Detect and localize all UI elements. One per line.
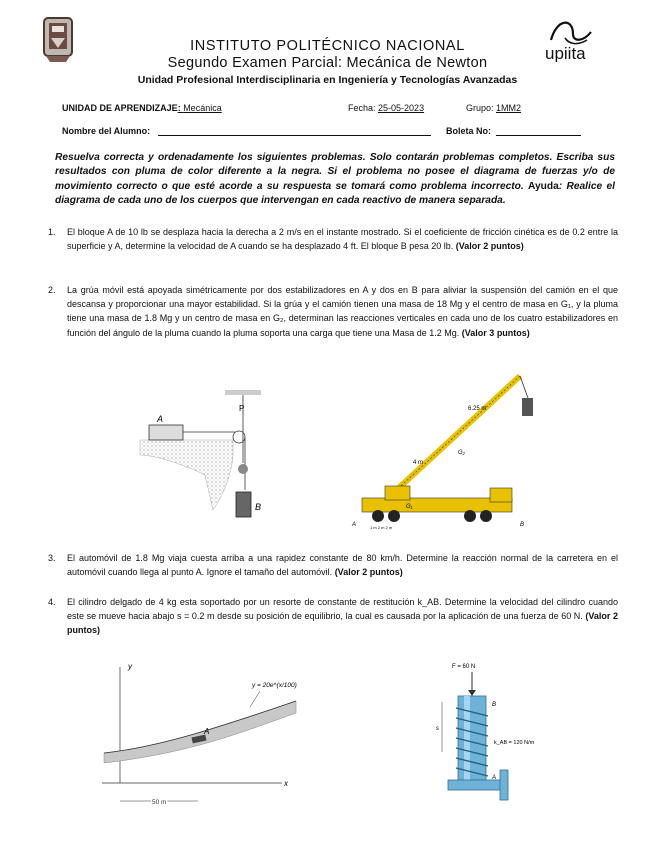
question-3 — [48, 551, 618, 579]
question-text: El bloque A de 10 lb se desplaza hacia la derecha a 2 m/s en el instante mostrado. Si el coeficiente de fricción cinética es de 0.2 entre la superficie y A, determine la velocidad de A cuando se ha desplazado 4 ft. El bloque B pesa 20 lb. — [67, 227, 618, 252]
question-number: 2. — [48, 285, 56, 295]
question-text: El cilindro delgado de 4 kg esta soportado por un resorte de constante de restitución k_AB. Determine la velocidad del cilindro cuando este se mueve hacia abajo s = 0.2 m desde su posición de equilibrio, la cual es causada por la aplicación de una fuerza de 60 N. — [67, 597, 618, 622]
label-g1: G₁ — [406, 504, 413, 510]
label-force: F = 60 N — [452, 664, 476, 670]
grupo-label: Grupo: — [466, 103, 494, 113]
fecha-row — [348, 103, 424, 113]
axis-y-label: y — [128, 662, 132, 671]
figure-blocks-pulley — [135, 385, 275, 520]
question-value: (Valor 2 puntos) — [334, 567, 403, 578]
unidad-row: UNIDAD DE APRENDIZAJE: Mecánica — [62, 103, 222, 113]
question-2 — [48, 283, 618, 340]
label-spring-a: A — [492, 775, 497, 781]
label-crane-b: B — [520, 522, 525, 528]
label-curve: y = 20e^(x/100) — [252, 682, 297, 689]
label-b: B — [255, 502, 262, 512]
instructions-main: Resuelva correcta y ordenadamente los siguientes problemas. Solo contarán problemas completos. Escriba sus resultados con pluma de color diferente a la negra. Si el problema no posee el diagrama de fuerzas y/o de movimiento correcto o que esté acorde a su respuesta se tomará como problema incorrecto. — [55, 152, 615, 192]
boleta-label: Boleta No: — [446, 126, 491, 136]
label-point-a: A — [204, 727, 210, 736]
upiita-logo-text: upiita — [545, 44, 586, 62]
question-text: La grúa móvil está apoyada simétricamente por dos estabilizadores en A y dos en B para aliviar la suspensión del camión en el que descansa y proporcionar una mayor estabilidad. Si la grúa y el camión tienen una masa de 18 Mg y el centro de masa en G₁, y la pluma tiene una masa de 1.8 Mg y un centro de masa en G₂, determinan las reacciones verticales en cada uno de los cuatro estabilizadores en función del ángulo de la pluma cuando la pluma soporta una carga que tiene una Masa de 1.2 Mg. — [67, 285, 618, 338]
fecha-value: 25-05-2023 — [378, 103, 425, 113]
boleta-line[interactable] — [496, 135, 581, 136]
question-value: (Valor 2 puntos) — [455, 241, 524, 252]
exam-title: Segundo Examen Parcial: Mecánica de Newton — [167, 55, 488, 71]
label-a: A — [157, 414, 164, 424]
label-crane-dims: 1 m 2 m 2 m — [370, 525, 393, 530]
question-1 — [48, 225, 618, 253]
label-boom-mid: 4 m — [413, 460, 424, 466]
grupo-row — [466, 103, 521, 113]
help-text: : Realice el diagrama de cada uno de los cuerpos que intervengan en cada reactivo de manera separada. — [55, 180, 615, 206]
unidad-label: UNIDAD DE APRENDIZAJE — [62, 103, 178, 113]
label-distance: 50 m — [152, 799, 167, 806]
question-4 — [48, 595, 618, 638]
label-spring-b: B — [492, 702, 497, 708]
label-k: k_AB = 120 N/m — [494, 740, 535, 746]
figure-spring-cylinder — [428, 658, 578, 818]
fecha-label: Fecha: — [348, 103, 376, 113]
label-boom-top: 6.25 m — [468, 406, 487, 412]
figure-crane — [350, 368, 550, 530]
question-value: (Valor 2 puntos) — [67, 611, 618, 636]
nombre-label: Nombre del Alumno: — [62, 126, 151, 136]
institution-title: INSTITUTO POLITÉCNICO NACIONAL — [190, 38, 465, 54]
unit-title: Unidad Profesional Interdisciplinaria en Ingeniería y Tecnologías Avanzadas — [137, 74, 518, 86]
label-g2: G₂ — [458, 450, 465, 456]
question-number: 4. — [48, 597, 56, 607]
nombre-line[interactable] — [158, 135, 431, 136]
grupo-value: 1MM2 — [496, 103, 522, 113]
label-p: P — [239, 404, 245, 413]
question-number: 3. — [48, 553, 56, 563]
help-label: Ayuda — [528, 180, 559, 192]
label-s: s — [436, 726, 439, 732]
label-crane-a: A — [352, 522, 357, 528]
instructions — [55, 151, 615, 208]
question-value: (Valor 3 puntos) — [461, 327, 530, 338]
question-number: 1. — [48, 227, 56, 237]
figure-hill — [100, 655, 300, 810]
axis-x-label: x — [284, 779, 288, 788]
question-text: El automóvil de 1.8 Mg viaja cuesta arriba a una rapidez constante de 80 km/h. Determine la reacción normal de la carretera en el automóvil cuando llega al punto A. Ignore el tamaño del automóvil. — [67, 553, 618, 578]
unidad-value: Mecánica — [183, 103, 222, 113]
